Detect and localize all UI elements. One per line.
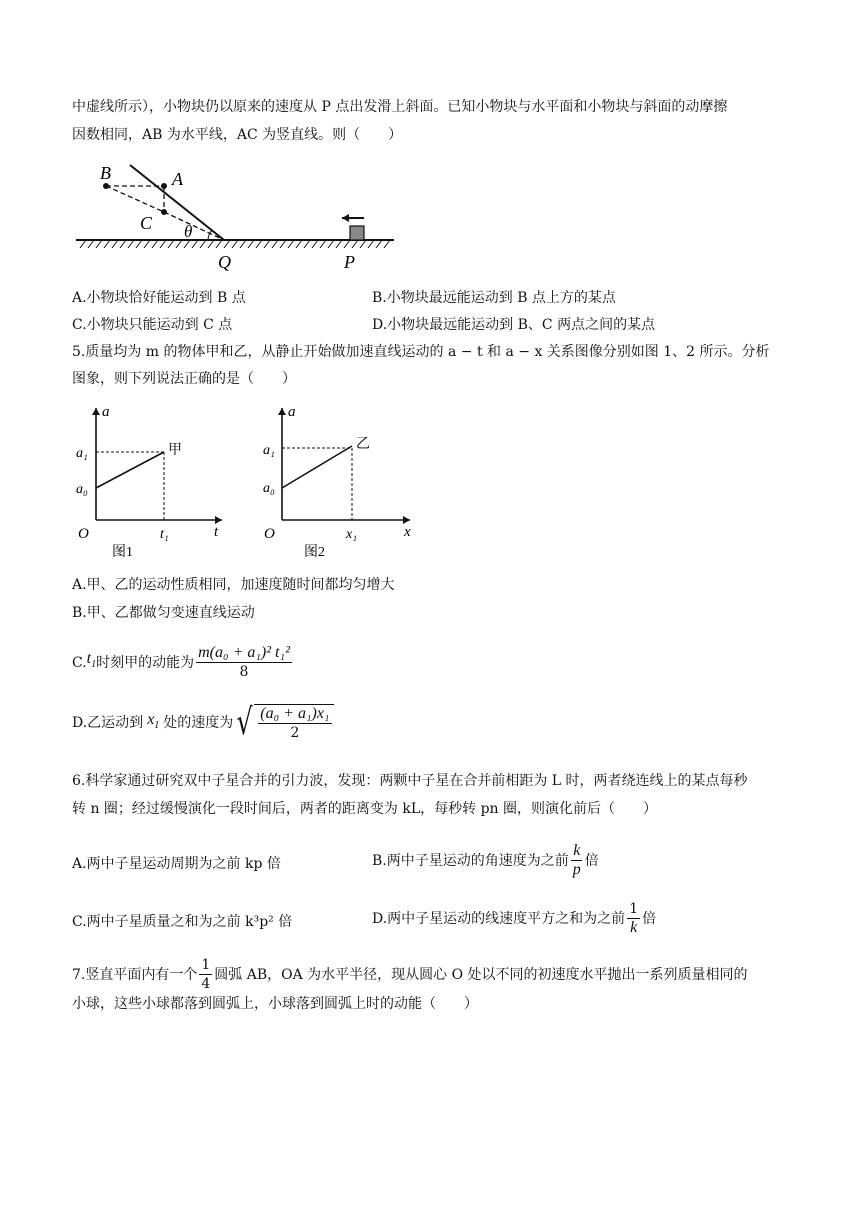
graph-1 [72, 400, 242, 562]
g2-xtick: x₁ [346, 527, 358, 542]
q5-c-denominator: 8 [239, 664, 249, 680]
g1-a1: a₁ [76, 446, 88, 461]
graph-2 [260, 400, 430, 562]
q6-b-prefix: B.两中子星运动的角速度为之前 [372, 852, 569, 869]
q6-d-fraction [627, 900, 640, 937]
g1-xtick: t₁ [160, 527, 169, 542]
q5-option-d [72, 704, 334, 742]
q5-option-c [72, 644, 294, 681]
q7-prefix: 7.竖直平面内有一个 [72, 966, 198, 983]
q5-d-denominator: 2 [290, 725, 300, 741]
q6-stem-line-2: 转 n 圈；经过缓慢演化一段时间后，两者的距离变为 kL，每秒转 pn 圈，则演化前后（ ） [72, 801, 658, 817]
q5-stem-line-1: 5.质量均为 m 的物体甲和乙，从静止开始做加速直线运动的 a − t 和 a − x 关系图像分别如图 1、2 所示。分析 [72, 344, 770, 360]
q6-b-numerator: k [573, 842, 581, 859]
q4-option-b: B.小物块最远能运动到 B 点上方的某点 [372, 290, 616, 306]
q5-d-x1: $x_1$ [143, 710, 160, 732]
q7-suffix: 圆弧 AB，OA 为水平半径，现从圆心 O 处以不同的初速度水平抛出一系列质量相同的 [214, 966, 748, 983]
q6-d-suffix: 倍 [642, 910, 657, 927]
g1-caption: 图1 [112, 545, 133, 560]
q6-b-fraction [571, 842, 583, 879]
q5-option-a: A.甲、乙的运动性质相同，加速度随时间都均匀增大 [72, 577, 395, 593]
q4-option-d: D.小物块最远能运动到 B、C 两点之间的某点 [372, 317, 656, 333]
q6-b-suffix: 倍 [584, 852, 599, 869]
label-B: B [100, 163, 111, 183]
q5-d-fraction [258, 705, 331, 742]
g2-curve-label: 乙 [356, 437, 370, 452]
q4-option-a: A.小物块恰好能运动到 B 点 [72, 290, 246, 306]
g1-ylabel: a [102, 404, 110, 420]
g2-a0: a₀ [263, 481, 275, 496]
q5-d-numerator: (a₀ + a₁)x₁ [260, 705, 330, 722]
q6-b-denominator: p [572, 861, 581, 878]
label-Q: Q [218, 252, 231, 272]
q6-option-c: C.两中子星质量之和为之前 k³p² 倍 [72, 914, 293, 930]
g2-ylabel: a [288, 404, 296, 420]
g2-xlabel: x [404, 524, 411, 540]
q5-d-text: 处的速度为 [163, 715, 234, 731]
q5-d-prefix: D.乙运动到 [72, 715, 144, 731]
q7-denominator: 4 [201, 976, 211, 992]
g1-origin: O [78, 526, 89, 542]
q6-stem-line-1: 6.科学家通过研究双中子星合并的引力波，发现：两颗中子星在合并前相距为 L 时，两者绕连线上的某点每秒 [72, 773, 748, 789]
q6-option-b [372, 842, 599, 879]
q6-d-prefix: D.两中子星运动的线速度平方之和为之前 [372, 910, 626, 927]
q5-stem-line-2: 图象，则下列说法正确的是（ ） [72, 371, 296, 387]
q6-d-denominator: k [630, 919, 638, 936]
q7-stem-line-2: 小球，这些小球都落到圆弧上，小球落到圆弧上时的动能（ ） [72, 996, 478, 1012]
label-theta: θ [184, 222, 193, 241]
label-C: C [140, 213, 153, 233]
label-P: P [344, 252, 355, 272]
q5-c-numerator: m(a₀ + a₁)² t₁² [198, 644, 290, 661]
g2-origin: O [264, 526, 275, 542]
g1-curve-label: 甲 [168, 443, 182, 458]
intro-line-1: 中虚线所示），小物块仍以原来的速度从 P 点出发滑上斜面。已知小物块与水平面和小物块与斜面的动摩擦 [72, 99, 728, 115]
q4-option-c: C.小物块只能运动到 C 点 [72, 317, 233, 333]
q7-numerator: 1 [201, 957, 211, 973]
q5-c-prefix: C. [72, 654, 87, 671]
g1-a0: a₀ [76, 482, 88, 497]
q7-stem-line-1 [72, 956, 748, 993]
incline-figure [72, 160, 402, 276]
q5-option-b: B.甲、乙都做匀变速直线运动 [72, 605, 255, 621]
q5-c-t1: $t_1$ [86, 650, 97, 671]
q5-c-fraction [196, 644, 292, 681]
g2-a1: a₁ [263, 443, 275, 458]
q5-d-sqrt: √ $\frac{\text{(a₀ + a₁)x₁}}{2}$ [233, 704, 333, 742]
q5-c-text: 时刻甲的动能为 [96, 654, 195, 671]
g1-xlabel: t [214, 524, 219, 540]
q6-option-d [372, 900, 656, 937]
intro-line-2: 因数相同，AB 为水平线，AC 为竖直线。则（ ） [72, 127, 403, 143]
q6-d-numerator: 1 [629, 901, 639, 917]
g2-caption: 图2 [304, 545, 325, 560]
label-A: A [172, 169, 183, 189]
q6-option-a: A.两中子星运动周期为之前 kp 倍 [72, 856, 281, 872]
q7-fraction [199, 956, 212, 993]
